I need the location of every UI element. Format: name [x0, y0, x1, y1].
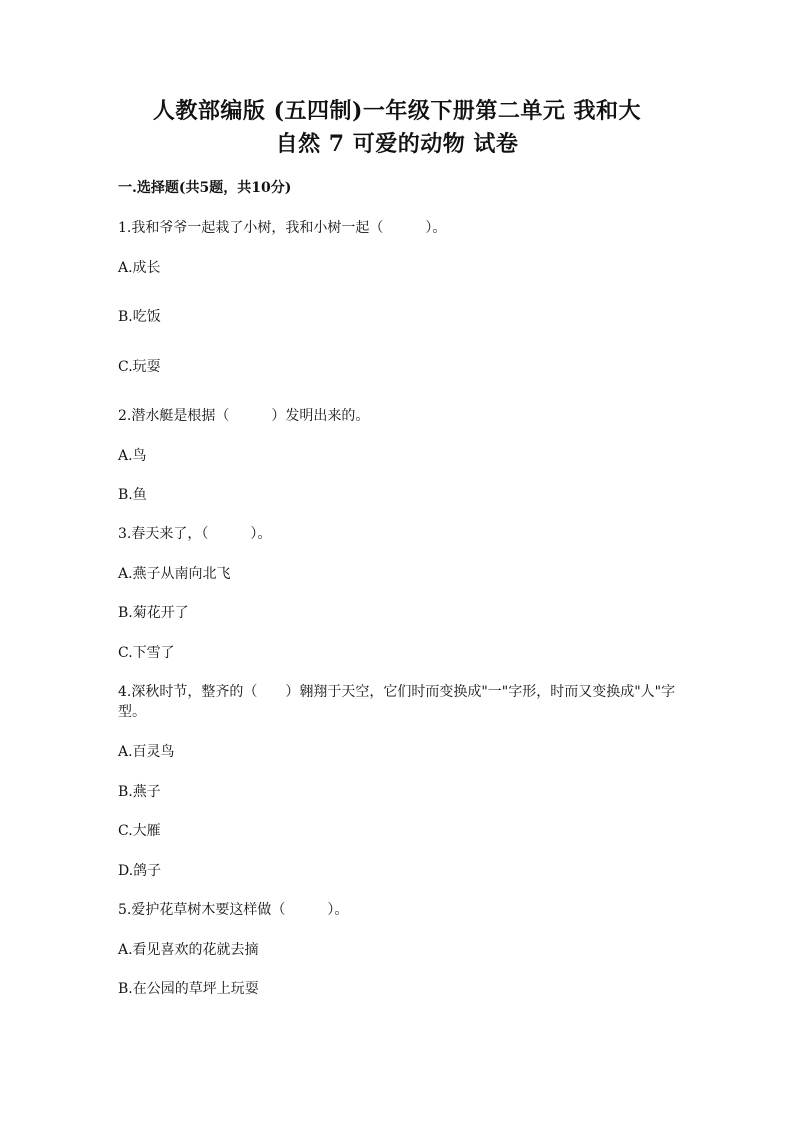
question-5-stem: 5.爱护花草树木要这样做（ ）。 — [118, 902, 349, 918]
question-3-option-c: C.下雪了 — [118, 645, 175, 661]
question-5-option-a: A.看见喜欢的花就去摘 — [118, 942, 259, 958]
question-1-stem: 1.我和爷爷一起栽了小树，我和小树一起（ ）。 — [118, 220, 447, 236]
question-4-option-c: C.大雁 — [118, 823, 161, 839]
question-4-option-a: A.百灵鸟 — [118, 744, 175, 760]
question-2-option-b: B.鱼 — [118, 487, 147, 503]
question-4-option-b: B.燕子 — [118, 784, 161, 800]
question-3-option-b: B.菊花开了 — [118, 605, 189, 621]
question-4-stem: 4.深秋时节，整齐的（ ）翱翔于天空，它们时而变换成"一"字形，时而又变换成"人"字型。 — [118, 684, 676, 720]
question-4-option-d: D.鸽子 — [118, 863, 162, 879]
page-title-line-2: 自然 7 可爱的动物 试卷 — [275, 131, 519, 157]
question-2-option-a: A.鸟 — [118, 448, 147, 464]
question-1-option-a: A.成长 — [118, 260, 161, 276]
question-2-stem: 2.潜水艇是根据（ ）发明出来的。 — [118, 408, 370, 424]
section-heading: 一.选择题(共5题，共10分) — [118, 180, 292, 196]
question-5-option-b: B.在公园的草坪上玩耍 — [118, 981, 259, 997]
question-3-stem: 3.春天来了，（ ）。 — [118, 526, 272, 542]
question-3-option-a: A.燕子从南向北飞 — [118, 566, 231, 582]
question-1-option-c: C.玩耍 — [118, 359, 161, 375]
question-1-option-b: B.吃饭 — [118, 309, 161, 325]
page-title-line-1: 人教部编版 (五四制)一年级下册第二单元 我和大 — [152, 98, 642, 124]
